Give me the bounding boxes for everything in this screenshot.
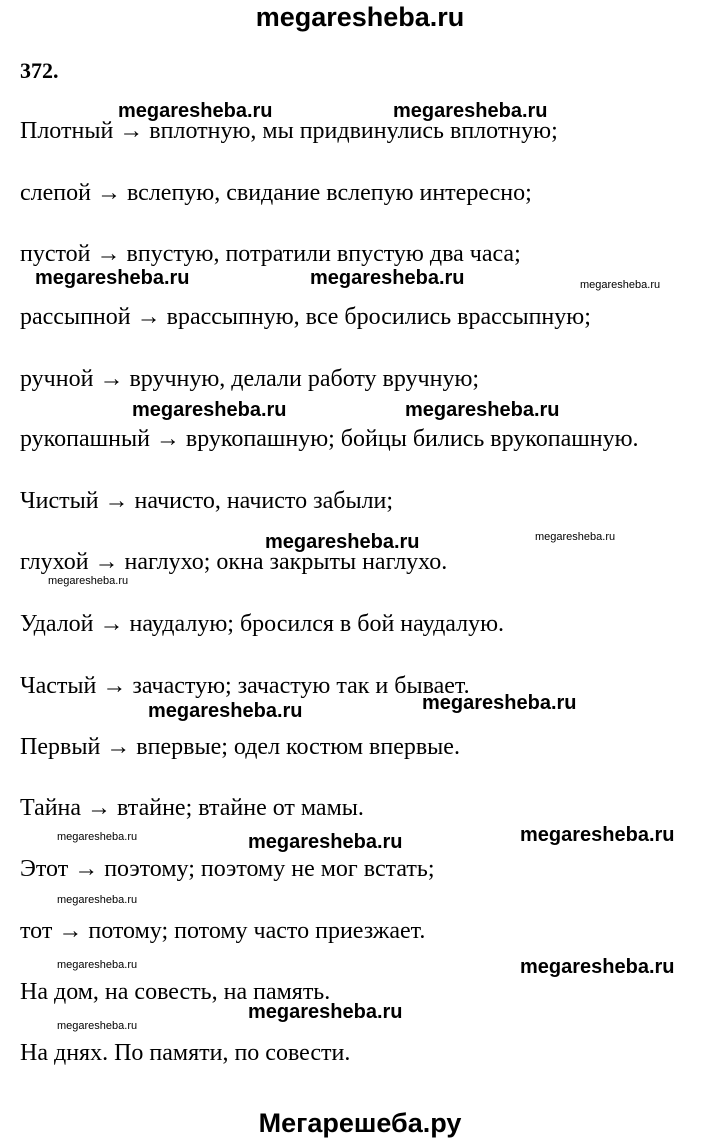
text-line: слепой → вслепую, свидание вслепую интересно; (20, 180, 532, 206)
watermark: megaresheba.ru (422, 692, 577, 714)
watermark: megaresheba.ru (57, 894, 138, 906)
watermark: megaresheba.ru (393, 100, 548, 122)
watermark: megaresheba.ru (248, 831, 403, 853)
text-line: рукопашный → врукопашную; бойцы бились врукопашную. (20, 426, 639, 452)
watermark: megaresheba.ru (520, 824, 675, 846)
text-line: Этот → поэтому; поэтому не мог встать; (20, 856, 435, 882)
watermark: megaresheba.ru (310, 267, 465, 289)
watermark: megaresheba.ru (57, 959, 138, 971)
watermark: megaresheba.ru (57, 831, 138, 843)
text-line: рассыпной → врассыпную, все бросились врассыпную; (20, 304, 591, 330)
watermark: megaresheba.ru (405, 399, 560, 421)
watermark: megaresheba.ru (580, 279, 661, 291)
text-line: Частый → зачастую; зачастую так и бывает. (20, 673, 470, 699)
watermark: megaresheba.ru (148, 700, 303, 722)
text-line: Удалой → наудалую; бросился в бой наудалую. (20, 611, 505, 637)
watermark: megaresheba.ru (57, 1020, 138, 1032)
site-footer-watermark: Мегарешеба.ру (258, 1108, 462, 1138)
text-line: глухой → наглухо; окна закрыты наглухо. (20, 549, 448, 575)
watermark: megaresheba.ru (535, 531, 616, 543)
text-line: На днях. По памяти, по совести. (20, 1040, 351, 1066)
watermark: megaresheba.ru (248, 1001, 403, 1023)
text-line: ручной → вручную, делали работу вручную; (20, 366, 480, 392)
text-line: Плотный → вплотную, мы придвинулись вплотную; (20, 118, 558, 144)
watermark: megaresheba.ru (132, 399, 287, 421)
text-line: Чистый → начисто, начисто забыли; (20, 488, 394, 514)
watermark: megaresheba.ru (265, 531, 420, 553)
task-number: 372. (20, 58, 59, 83)
text-line: тот → потому; потому часто приезжает. (20, 918, 426, 944)
site-header-watermark: megaresheba.ru (255, 2, 465, 32)
text-line: пустой → впустую, потратили впустую два часа; (20, 241, 521, 267)
watermark: megaresheba.ru (520, 956, 675, 978)
watermark: megaresheba.ru (35, 267, 190, 289)
text-line: На дом, на совесть, на память. (20, 979, 331, 1005)
text-line: Первый → впервые; одел костюм впервые. (20, 734, 460, 760)
text-line: Тайна → втайне; втайне от мамы. (20, 795, 364, 821)
watermark: megaresheba.ru (48, 575, 129, 587)
watermark: megaresheba.ru (118, 100, 273, 122)
